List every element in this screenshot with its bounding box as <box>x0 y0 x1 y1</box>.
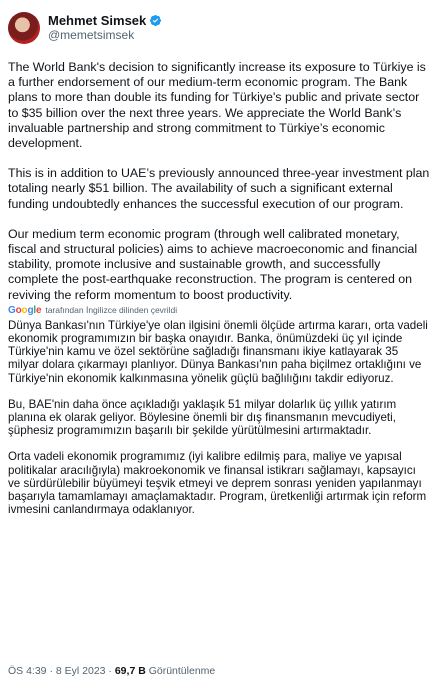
meta-separator-2: · <box>108 665 112 677</box>
post-text-translated <box>8 319 431 517</box>
author-info <box>48 13 162 43</box>
author-handle[interactable]: @memetsimsek <box>48 28 135 42</box>
post-meta <box>8 665 215 677</box>
post-header <box>8 8 431 48</box>
translated-paragraph-2: Bu, BAE'nin daha önce açıkladığı yaklaşık 51 milyar dolarlık üç yıllık yatırım planına ek olarak geliyor. Böylesine önemli bir dış finansmanın mevcudiyeti, şüphesiz programımızın başarılı bir şekilde yürütülmesini artırmaktadır. <box>8 397 397 438</box>
views-label: Görüntülenme <box>148 665 216 677</box>
english-paragraph-1: The World Bank's decision to significantly increase its exposure to Türkiye is a further endorsement of our medium-term economic program. The Bank plans to more than double its funding for Türkiye's public and private sector to $35 billion over the next three years. We appreciate the World Bank’s invaluable partnership and strong commitment to Türkiye’s economic development. <box>8 60 426 151</box>
google-logo: Google <box>8 304 42 316</box>
translated-paragraph-1: Dünya Bankası'nın Türkiye'ye olan ilgisini önemli ölçüde artırma kararı, orta vadeli ekonomik programımızın bir başka onayıdır. Banka, önümüzdeki üç yıl içinde Türkiye'nin kamu ve özel sektörüne sağladığı finansmanı ikiye katlayarak 35 milyar dolara çıkarmayı planlıyor. Dünya Bankası'nın paha biçilmez ortaklığını ve Türkiye'nin ekonomik kalkınmasına yönelik güçlü bağlılığını takdir ediyoruz. <box>8 318 428 385</box>
views-count: 69,7 B <box>114 665 146 677</box>
avatar[interactable] <box>8 12 40 44</box>
translation-label: tarafından İngilizce dilinden çevrildi <box>45 305 178 316</box>
english-paragraph-2: This is in addition to UAE’s previously announced three-year investment plan totaling nearly $51 billion. The availability of such a significant external funding undoubtedly enhances the successful execution of our program. <box>8 166 430 211</box>
translation-attribution[interactable] <box>8 304 431 317</box>
author-name-row <box>48 13 162 28</box>
english-paragraph-3: Our medium term economic program (through well calibrated monetary, fiscal and structural policies) aims to achieve macroeconomic and financial stability, promote inclusive and sustainable growth, and successfully complete the post-earthquake reconstruction. The program is centered on reviving the reform momentum to boost productivity. <box>8 226 418 302</box>
meta-separator: · <box>49 665 53 677</box>
post-date[interactable]: 8 Eyl 2023 <box>55 665 106 677</box>
author-name[interactable]: Mehmet Simsek <box>48 13 147 28</box>
translated-paragraph-3: Orta vadeli ekonomik programımız (iyi kalibre edilmiş para, maliye ve yapısal politikalar aracılığıyla) makroekonomik ve finansal istikrarı sağlamayı, kapsayıcı ve sürdürülebilir büyümeyi teşvik etmeyi ve deprem sonrası yeniden yapılanmayı başarıyla tamamlamayı amaçlamaktadır. Program, üretkenliği artırmak için reform ivmesini canlandırmaya odaklanıyor. <box>8 450 427 517</box>
post-text-english <box>8 60 431 303</box>
post-time[interactable]: ÖS 4:39 <box>8 665 47 677</box>
verified-badge-icon[interactable] <box>149 14 162 27</box>
